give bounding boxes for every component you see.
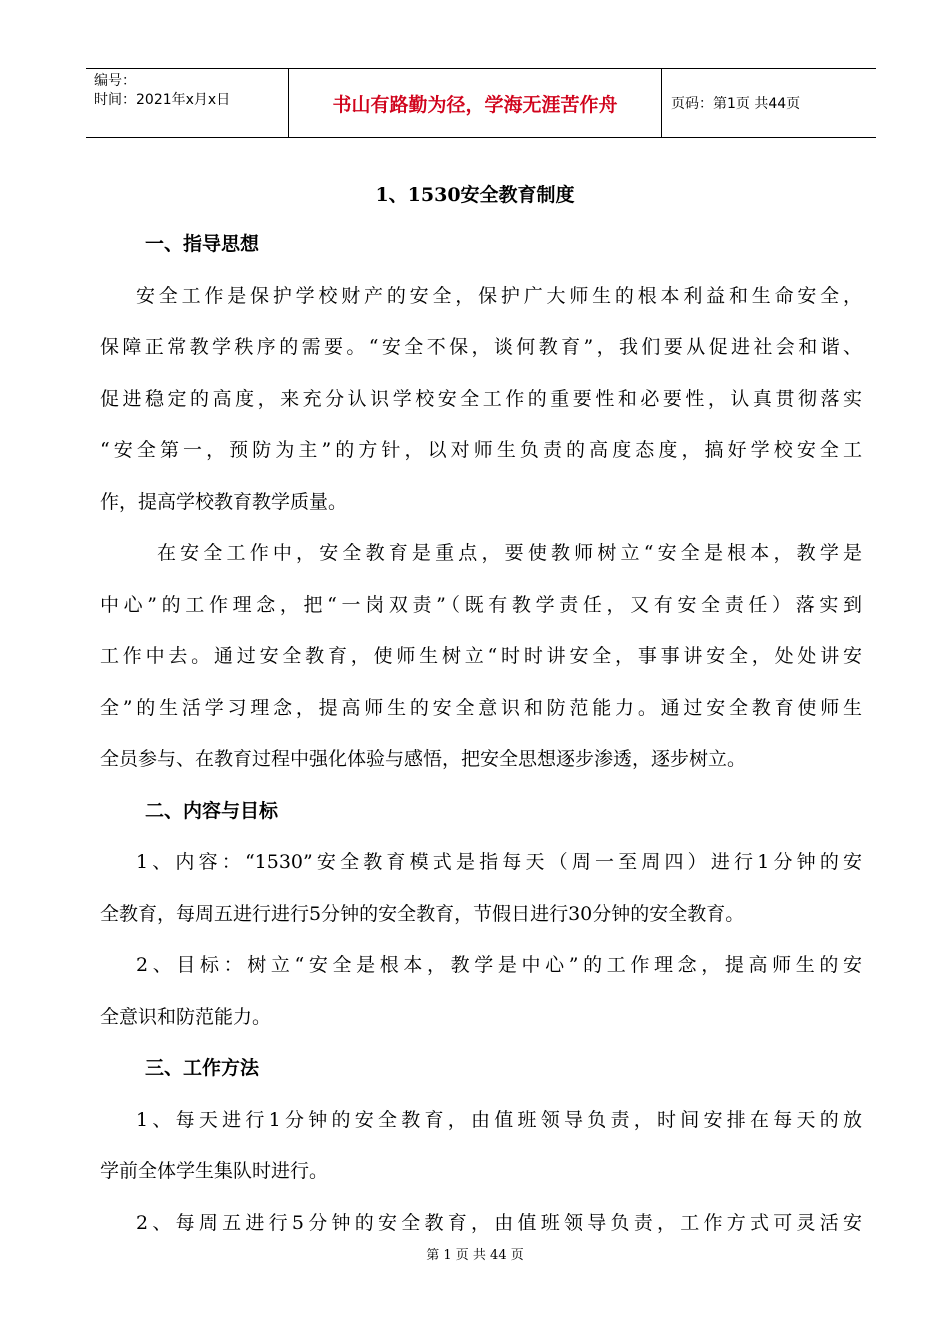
paragraph-line: 作，提高学校教育教学质量。 bbox=[100, 490, 348, 513]
header-meta-cell bbox=[86, 69, 288, 137]
paragraph-line: 学前全体学生集队时进行。 bbox=[100, 1160, 329, 1182]
paragraph-line: 中心”的工作理念，把“一岗双责”（既有教学责任，又有安全责任）落实到 bbox=[100, 593, 862, 616]
page-footer: 第 1 页 共 44 页 bbox=[426, 1248, 524, 1263]
section-heading-2: 二、内容与目标 bbox=[145, 799, 279, 822]
paragraph-line: 在安全工作中，安全教育是重点，要使教师树立“安全是根本，教学是 bbox=[157, 542, 862, 564]
paragraph-line: 保障正常教学秩序的需要。“安全不保，谈何教育”，我们要从促进社会和谐、 bbox=[100, 336, 862, 358]
paragraph-line: 全”的生活学习理念，提高师生的安全意识和防范能力。通过安全教育使师生 bbox=[100, 696, 862, 719]
paragraph-line: 2、目标：树立“安全是根本，教学是中心”的工作理念，提高师生的安 bbox=[136, 954, 862, 976]
paragraph-line: 促进稳定的高度，来充分认识学校安全工作的重要性和必要性，认真贯彻落实 bbox=[100, 387, 862, 410]
document-time: 时间：2021年x月x日 bbox=[94, 92, 231, 108]
header-table bbox=[86, 68, 876, 138]
paragraph-line: 全意识和防范能力。 bbox=[100, 1005, 272, 1028]
paragraph-line: 全教育，每周五进行进行5分钟的安全教育，节假日进行30分钟的安全教育。 bbox=[100, 902, 745, 925]
paragraph-line: 安全工作是保护学校财产的安全，保护广大师生的根本利益和生命安全， bbox=[136, 284, 862, 307]
paragraph-line: 1、每天进行1分钟的安全教育，由值班领导负责，时间安排在每天的放 bbox=[136, 1108, 862, 1131]
header-motto: 书山有路勤为径，学海无涯苦作舟 bbox=[288, 69, 662, 137]
header-page-info: 页码：第1页 共44页 bbox=[671, 96, 801, 112]
paragraph-line: 1、内容：“1530”安全教育模式是指每天（周一至周四）进行1分钟的安 bbox=[136, 851, 862, 873]
document-title: 1、1530安全教育制度 bbox=[375, 184, 575, 206]
section-heading-1: 一、指导思想 bbox=[145, 233, 260, 255]
document-body bbox=[100, 228, 862, 1258]
document-number: 编号： bbox=[94, 73, 136, 89]
paragraph-line: 全员参与、在教育过程中强化体验与感悟，把安全思想逐步渗透，逐步树立。 bbox=[100, 748, 747, 770]
paragraph-line: “安全第一，预防为主”的方针，以对师生负责的高度态度，搞好学校安全工 bbox=[100, 439, 862, 461]
paragraph-line: 2、每周五进行5分钟的安全教育，由值班领导负责，工作方式可灵活安 bbox=[136, 1211, 862, 1234]
section-heading-3: 三、工作方法 bbox=[145, 1057, 260, 1079]
paragraph-line: 工作中去。通过安全教育，使师生树立“时时讲安全，事事讲安全，处处讲安 bbox=[100, 645, 862, 667]
